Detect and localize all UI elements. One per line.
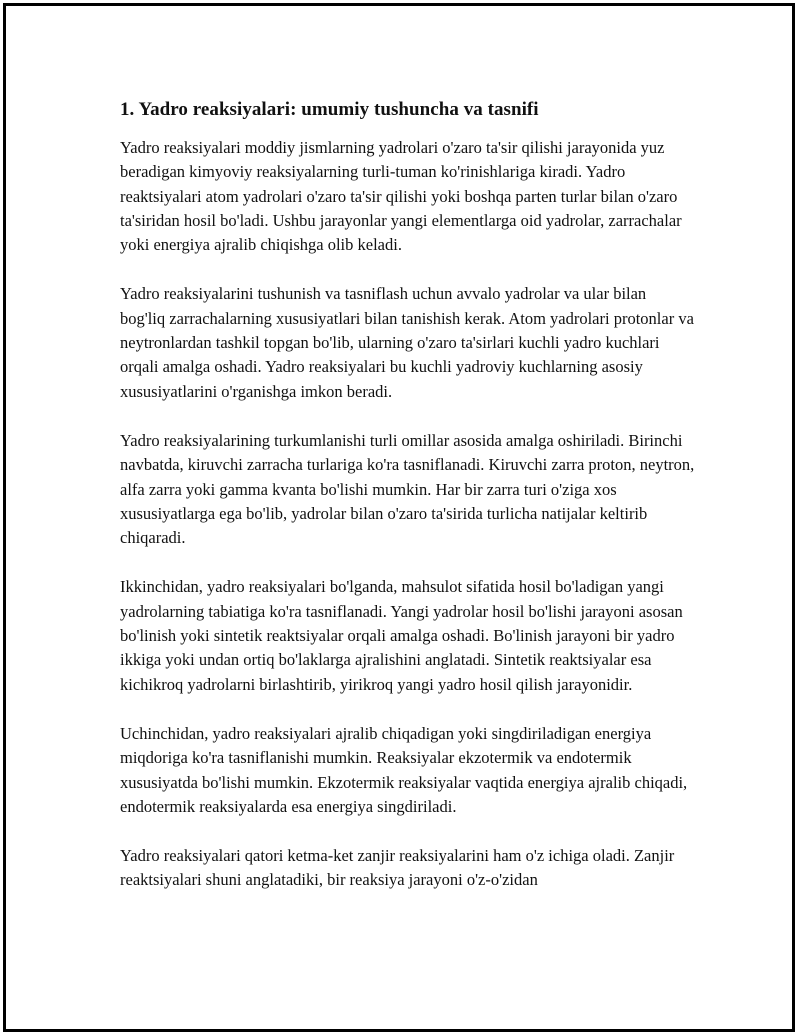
paragraph-6: Yadro reaksiyalari qatori ketma-ket zanjir reaksiyalarini ham o'z ichiga oladi. Zanjir reaktsiyalari shuni anglatadiki, bir reaksiya jarayoni o'z-o'zidan bbox=[120, 846, 675, 890]
section-heading: 1. Yadro reaksiyalari: umumiy tushuncha va tasnifi bbox=[120, 99, 539, 120]
document-page bbox=[3, 3, 795, 1032]
paragraph-1: Yadro reaksiyalari moddiy jismlarning yadrolari o'zaro ta'sir qilishi jarayonida yuz beradigan kimyoviy reaksiyalarning turli-tuman ko'rinishlariga kiradi. Yadro reaktsiyalari atom yadrolari o'zaro ta'sir qilishi yoki boshqa parten turlar bilan o'zaro ta'siridan hosil bo'ladi. Ushbu jarayonlar yangi elementlarga oid yadrolar, zarrachalar yoki energiya ajralib chiqishga olib keladi. bbox=[120, 138, 682, 255]
paragraph-4: Ikkinchidan, yadro reaksiyalari bo'lganda, mahsulot sifatida hosil bo'ladigan yangi yadrolarning tabiatiga ko'ra tasniflanadi. Yangi yadrolar hosil bo'lishi jarayoni asosan bo'linish yoki sintetik reaktsiyalar orqali amalga oshadi. Bo'linish jarayoni bir yadro ikkiga yoki undan ortiq bo'laklarga ajralishini anglatadi. Sintetik reaktsiyalar esa kichikroq yadrolarni birlashtirib, yirikroq yangi yadro hosil qilish jarayonidir. bbox=[120, 577, 683, 694]
paragraph-2: Yadro reaksiyalarini tushunish va tasniflash uchun avvalo yadrolar va ular bilan bog'liq zarrachalarning xususiyatlari bilan tanishish kerak. Atom yadrolari protonlar va neytronlardan tashkil topgan bo'lib, ularning o'zaro ta'sirlari kuchli yadro kuchlari orqali amalga oshadi. Yadro reaksiyalari bu kuchli yadroviy kuchlarning asosiy xususiyatlarini o'rganishga imkon beradi. bbox=[120, 284, 694, 401]
paragraph-3: Yadro reaksiyalarining turkumlanishi turli omillar asosida amalga oshiriladi. Birinchi navbatda, kiruvchi zarracha turlariga ko'ra tasniflanadi. Kiruvchi zarra proton, neytron, alfa zarra yoki gamma kvanta bo'lishi mumkin. Har bir zarra turi o'ziga xos xususiyatlarga ega bo'lib, yadrolar bilan o'zaro ta'sirida turlicha natijalar keltirib chiqaradi. bbox=[120, 430, 695, 548]
document-body bbox=[120, 98, 695, 918]
paragraph-5: Uchinchidan, yadro reaksiyalari ajralib chiqadigan yoki singdiriladigan energiya miqdoriga ko'ra tasniflanishi mumkin. Reaksiyalar ekzotermik va endotermik xususiyatda bo'lishi mumkin. Ekzotermik reaksiyalar vaqtida energiya ajralib chiqadi, endotermik reaksiyalarda esa energiya singdiriladi. bbox=[120, 723, 688, 816]
